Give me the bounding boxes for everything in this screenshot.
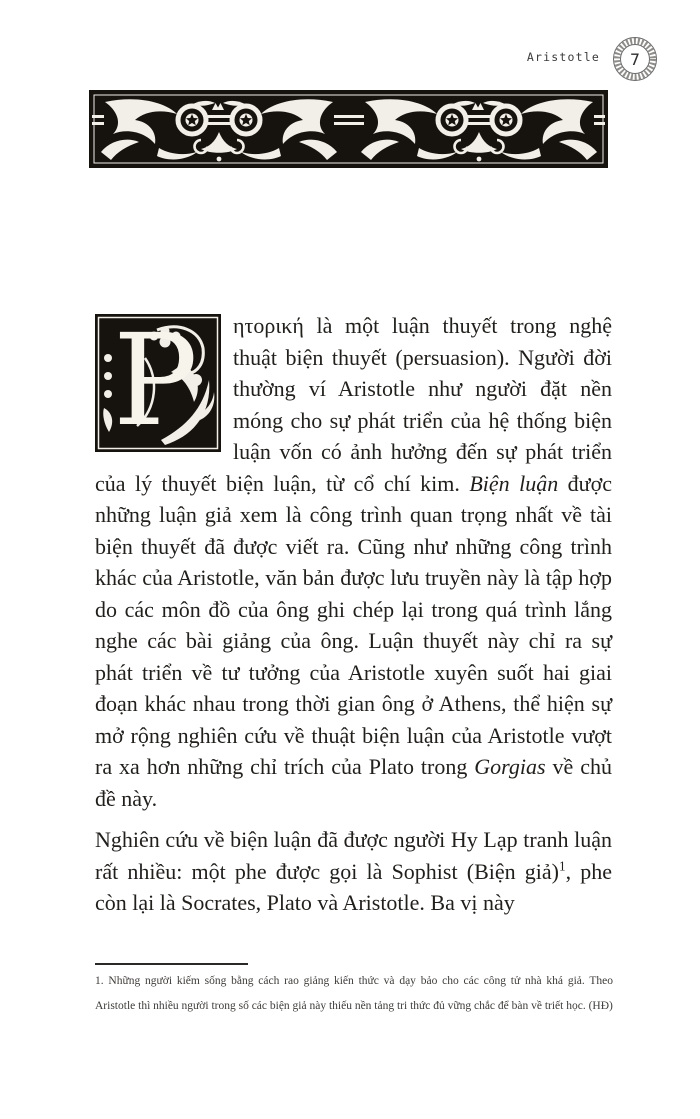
footnote-separator [95,963,248,965]
paragraph-2 [95,824,612,919]
para2-text-after: , phe còn lại là Socrates, Plato và Aristotle. Ba vị này [95,858,612,915]
illuminated-letter-icon [95,314,221,452]
para1-opening: ητορική là một luận thuyết trong nghệ thuật biện thuyết (persuasion). Người đời thường ví Aristotle như người đặt nền móng cho sự phát triển của hệ thống biện luận vốn có ảnh hưởng đến sự phát triển của lý thuyết biện luận, từ cổ chí kim. [95,313,612,496]
page-number-medallion [612,36,658,82]
rope-circle-icon [612,36,658,82]
para1-italic-title: Biện luận [469,470,559,496]
running-title: Aristotle [526,50,600,64]
floral-damask-border-icon [89,90,608,168]
para2-text: Nghiên cứu về biện luận đã được người Hy Lạp tranh luận rất nhiều: một phe được gọi là Sophist (Biện giả) [95,827,612,884]
footnote-text: 1. Những người kiếm sống bằng cách rao giảng kiến thức và dạy bảo cho các công tử nhà khá giả. Theo Aristotle thì nhiều người trong số các biện giả này thiếu nền tảng tri thức đủ vững chắc để bàn về triết học. (HĐ) [95,975,613,1012]
footnote-block [95,963,613,1019]
para1-closing: về chủ đề này. [95,754,612,811]
ornamental-band [89,90,608,168]
dropcap-initial [95,314,221,452]
dropcap-letter: P [113,314,198,452]
para1-italic-gorgias: Gorgias [474,754,546,779]
page-number: 7 [629,50,641,69]
para1-middle: được những luận giả xem là công trình quan trọng nhất về tài biện thuyết đã được viết ra. Cũng như những công trình khác của Aristotle, văn bản được lưu truyền này là tập hợp do các môn đồ của ông ghi chép lại trong quá trình lắng nghe các bài giảng của ông. Luận thuyết này chỉ ra sự phát triển về tư tưởng của Aristotle xuyên suốt hai giai đoạn khác nhau trong thời gian ông ở Athens, thể hiện sự mở rộng nghiên cứu về thuật biện luận của Aristotle vượt ra xa hơn những chỉ trích của Plato trong [95,470,612,779]
footnote-reference-marker: 1 [558,858,566,874]
paragraph-1 [95,310,612,814]
body-text-column [95,310,612,919]
